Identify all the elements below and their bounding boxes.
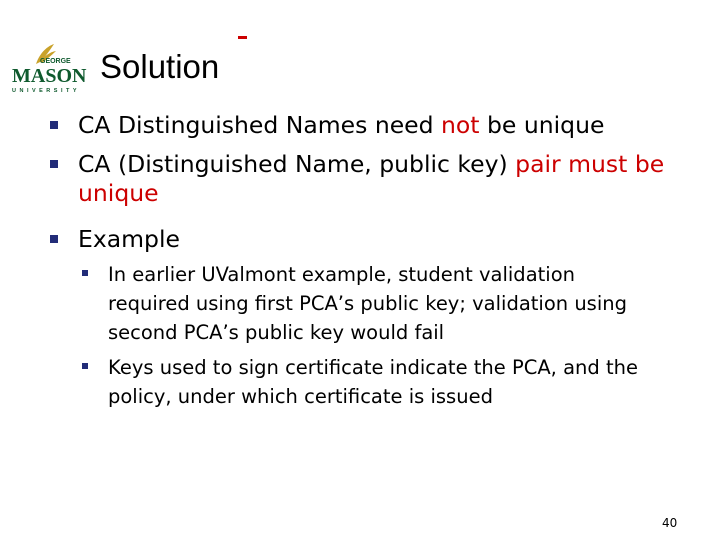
- emphasis-text: not: [441, 111, 480, 139]
- logo-university-text: UNIVERSITY: [12, 88, 81, 94]
- bullet-text: Example: [78, 225, 180, 253]
- square-bullet-icon: [50, 235, 58, 243]
- bullet-text: CA Distinguished Names need not be unique: [78, 111, 605, 139]
- mason-logo-icon: [10, 42, 96, 94]
- logo-george-text: GEORGE: [40, 58, 71, 65]
- square-bullet-icon: [50, 160, 58, 168]
- slide-title: Solution: [100, 48, 220, 85]
- bullet-text: CA (Distinguished Name, public key) pair must be unique: [78, 150, 665, 207]
- sub-bullet-text: Keys used to sign certificate indicate the PCA, and the policy, under which certificate is issued: [108, 356, 638, 408]
- george-mason-logo: [10, 42, 96, 94]
- page-number: 40: [662, 516, 678, 530]
- square-bullet-icon: [82, 270, 88, 276]
- square-bullet-icon: [82, 363, 88, 369]
- square-bullet-icon: [50, 121, 58, 129]
- sub-bullet-text: In earlier UValmont example, student validation required using first PCA’s public key; validation using second PCA’s public key would fail: [108, 263, 627, 344]
- red-dash-mark: [238, 36, 247, 39]
- emphasis-text: pair must be unique: [78, 150, 665, 207]
- logo-mason-text: MASON: [12, 65, 87, 87]
